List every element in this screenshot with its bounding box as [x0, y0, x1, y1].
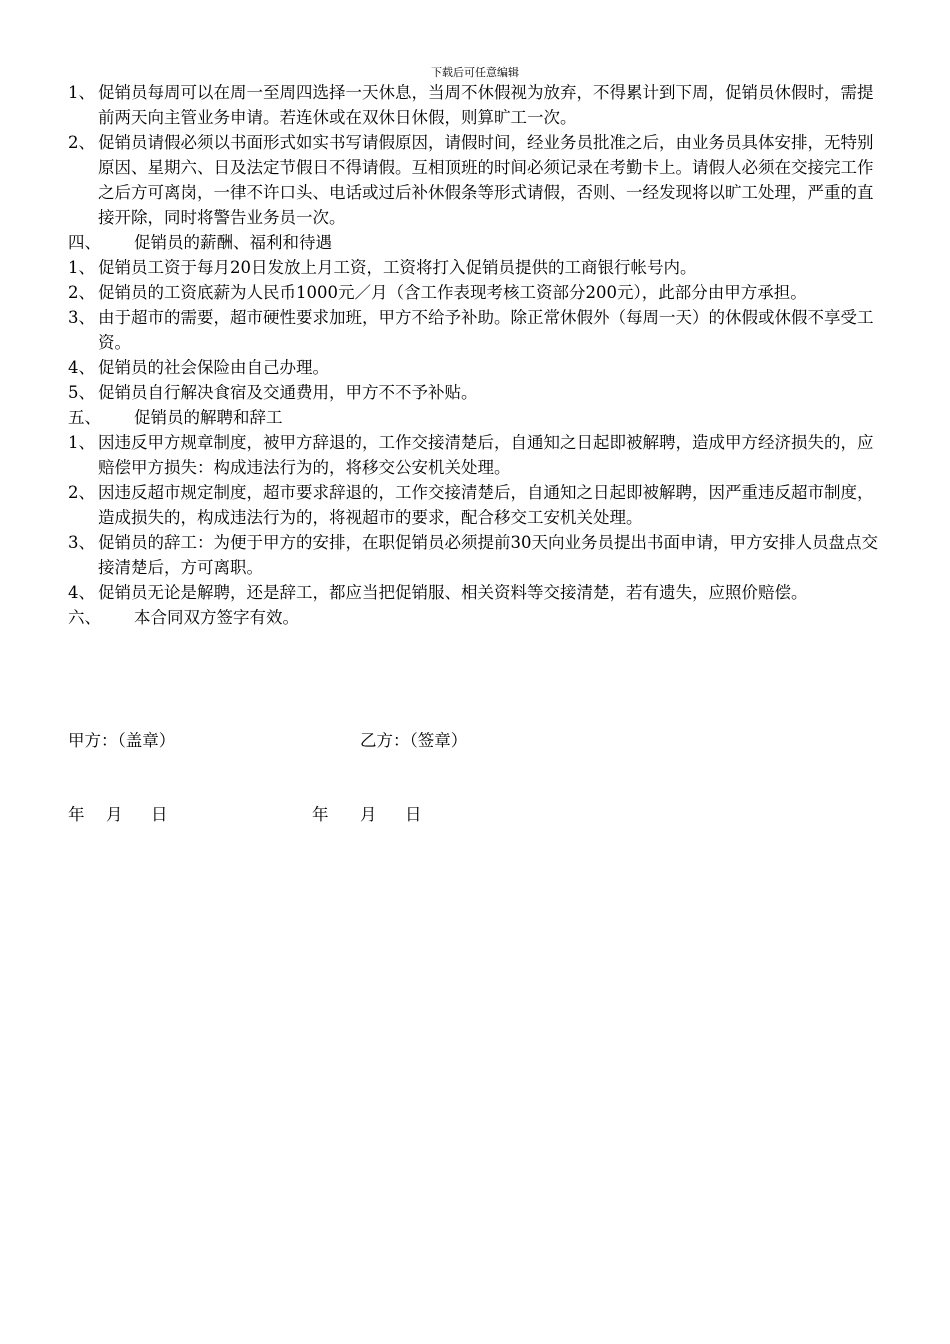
clause-number: 1、: [68, 433, 95, 452]
section-heading: [68, 405, 886, 430]
clause-number: 2、: [68, 283, 95, 302]
party-b-day: 日: [405, 805, 422, 824]
section-number: 六、: [68, 608, 101, 627]
clause-item: [68, 280, 886, 305]
clause-item: [68, 380, 886, 405]
clause-text: 因违反超市规定制度，超市要求辞退的，工作交接清楚后，自通知之日起即被解聘，因严重违反超市制度，造成损失的，构成违法行为的，将视超市的要求，配合移交工安机关处理。: [98, 483, 874, 527]
clause-number: 1、: [68, 258, 95, 277]
section-number: 五、: [68, 408, 101, 427]
clause-item: [68, 80, 886, 130]
clause-number: 3、: [68, 533, 95, 552]
clause-item: [68, 430, 886, 480]
party-a-year: 年: [68, 805, 85, 824]
party-a-signature: 甲方：（盖章）: [68, 731, 176, 750]
clause-text: 促销员无论是解聘，还是辞工，都应当把促销服、相关资料等交接清楚，若有遗失，应照价赔偿。: [98, 583, 808, 602]
clause-text: 因违反甲方规章制度，被甲方辞退的，工作交接清楚后，自通知之日起即被解聘，造成甲方经济损失的，应赔偿甲方损失：构成违法行为的，将移交公安机关处理。: [98, 433, 874, 477]
clause-text: 促销员请假必须以书面形式如实书写请假原因，请假时间，经业务员批准之后，由业务员具体安排，无特别原因、星期六、日及法定节假日不得请假。互相顶班的时间必须记录在考勤卡上。请假人必须在交接完工作之后方可离岗，一律不许口头、电话或过后补休假条等形式请假，否则、一经发现将以旷工处理，严重的直接开除，同时将警告业务员一次。: [98, 133, 874, 227]
party-a-month: 月: [106, 805, 123, 824]
section-title: 促销员的解聘和辞工: [134, 408, 283, 427]
section-title: 促销员的薪酬、福利和待遇: [134, 233, 332, 252]
clause-number: 2、: [68, 133, 95, 152]
clause-text: 促销员的工资底薪为人民币1000元／月（含工作表现考核工资部分200元），此部分由甲方承担。: [98, 283, 807, 302]
clause-text: 促销员工资于每月20日发放上月工资，工资将打入促销员提供的工商银行帐号内。: [98, 258, 697, 277]
section-heading: [68, 605, 886, 630]
clause-number: 4、: [68, 583, 95, 602]
party-b-signature: 乙方：（签章）: [360, 731, 468, 750]
clause-item: [68, 255, 886, 280]
clause-item: [68, 305, 886, 355]
party-b-year: 年: [312, 805, 329, 824]
clause-number: 5、: [68, 383, 95, 402]
signature-area: [68, 728, 886, 827]
party-b-month: 月: [360, 805, 377, 824]
section-number: 四、: [68, 233, 101, 252]
clause-item: [68, 480, 886, 530]
header-note: 下载后可任意编辑: [431, 66, 519, 79]
section-title: 本合同双方签字有效。: [134, 608, 299, 627]
contract-body: [68, 80, 886, 630]
clause-number: 4、: [68, 358, 95, 377]
clause-text: 促销员的辞工：为便于甲方的安排，在职促销员必须提前30天向业务员提出书面申请，甲方安排人员盘点交接清楚后，方可离职。: [98, 533, 878, 577]
clause-text: 促销员每周可以在周一至周四选择一天休息，当周不休假视为放弃，不得累计到下周，促销员休假时，需提前两天向主管业务申请。若连休或在双休日休假，则算旷工一次。: [98, 83, 874, 127]
clause-text: 促销员的社会保险由自己办理。: [98, 358, 329, 377]
clause-number: 3、: [68, 308, 95, 327]
clause-text: 促销员自行解决食宿及交通费用，甲方不不予补贴。: [98, 383, 478, 402]
section-heading: [68, 230, 886, 255]
party-a-day: 日: [151, 805, 168, 824]
clause-text: 由于超市的需要，超市硬性要求加班，甲方不给予补助。除正常休假外（每周一天）的休假或休假不享受工资。: [98, 308, 874, 352]
clause-item: [68, 530, 886, 580]
clause-item: [68, 580, 886, 605]
signature-row: [68, 728, 886, 753]
clause-number: 2、: [68, 483, 95, 502]
clause-item: [68, 130, 886, 230]
clause-number: 1、: [68, 83, 95, 102]
date-row: [68, 802, 886, 827]
clause-item: [68, 355, 886, 380]
